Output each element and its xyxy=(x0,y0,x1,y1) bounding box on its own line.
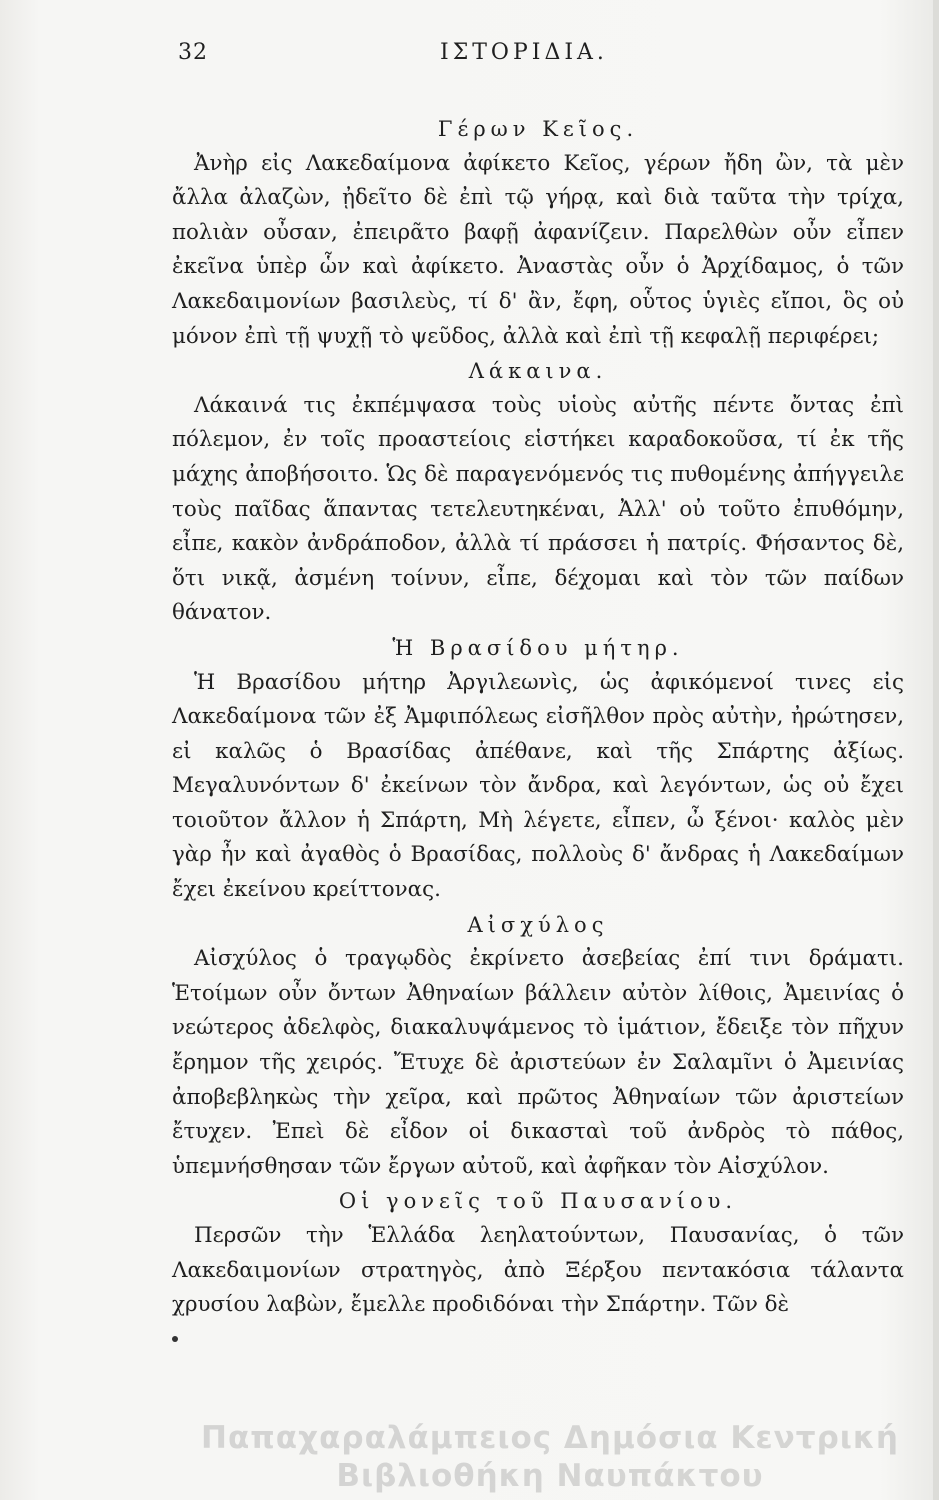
page-edge xyxy=(933,0,939,1500)
paragraph-lakaina: Λάκαινά τις ἐκπέμψασα τοὺς υἱοὺς αὐτῆς πέντε ὄντας ἐπὶ πόλεμον, ἐν τοῖς προαστείοις εἱστήκει καραδοκοῦσα, τί ἐκ τῆς μάχης ἀποβήσοιτο. Ὡς δὲ παραγενόμενός τις πυθομένης ἀπήγγειλε τοὺς παῖδας ἅπαντας τετελευτηκέναι, Ἀλλ' οὐ τοῦτο ἐπυθόμην, εἶπε, κακὸν ἀνδράποδον, ἀλλὰ τί πράσσει ἡ πατρίς. Φήσαντος δὲ, ὅτι νικᾷ, ἀσμένη τοίνυν, εἶπε, δέχομαι καὶ τὸν τῶν παίδων θάνατον. xyxy=(172,392,904,626)
page-header xyxy=(0,40,939,76)
section-title-aischylos: Αἰσχύλος xyxy=(467,912,609,937)
section-title-brasidas-mother: Ἡ Βρασίδου μήτηρ. xyxy=(392,635,684,660)
running-head: ΙΣΤΟΡΙΔΙΑ. xyxy=(440,40,608,65)
body-text xyxy=(172,112,904,1323)
section-title-keios: Γέρων Κεῖος. xyxy=(437,117,639,141)
paragraph-brasidas-mother: Ἡ Βρασίδου μήτηρ Ἀργιλεωνὶς, ὡς ἀφικόμενοί τινες εἰς Λακεδαίμονα τῶν ἐξ Ἀμφιπόλεως εἰσῆλθον πρὸς αὐτὴν, ἠρώτησεν, εἰ καλῶς ὁ Βρασίδας ἀπέθανε, καὶ τῆς Σπάρτης ἀξίως. Μεγαλυνόντων δ' ἐκείνων τὸν ἄνδρα, καὶ λεγόντων, ὡς οὐ ἔχει τοιοῦτον ἄλλον ἡ Σπάρτη, Μὴ λέγετε, εἶπεν, ὦ ξένοι· καλὸς μὲν γὰρ ἦν καὶ ἀγαθὸς ὁ Βρασίδας, πολλοὺς δ' ἄνδρας ἡ Λακεδαίμων ἔχει ἐκείνου κρείττονας. xyxy=(172,669,904,903)
paragraph-pausanias-parents: Περσῶν τὴν Ἑλλάδα λεηλατούντων, Παυσανίας, ὁ τῶν Λακεδαιμονίων στρατηγὸς, ἀπὸ Ξέρξου πεντακόσια τάλαντα χρυσίου λαβὼν, ἔμελλε προδιδόναι τὴν Σπάρτην. Τῶν δὲ xyxy=(172,1223,904,1318)
library-watermark-line-2: Βιβλιοθήκη Ναυπάκτου xyxy=(336,1458,764,1494)
section-title-pausanias-parents: Οἱ γονεῖς τοῦ Παυσανίου. xyxy=(338,1189,738,1214)
section-title-lakaina: Λάκαινα. xyxy=(468,359,608,384)
page-number: 32 xyxy=(178,40,208,65)
paragraph-aischylos: Αἰσχύλος ὁ τραγῳδὸς ἐκρίνετο ἀσεβείας ἐπί τινι δράματι. Ἑτοίμων οὖν ὄντων Ἀθηναίων βάλλειν αὐτὸν λίθοις, Ἀμεινίας ὁ νεώτερος ἀδελφὸς, διακαλυψάμενος τὸ ἱμάτιον, ἔδειξε τὸν πῆχυν ἔρημον τῆς χειρός. Ἔτυχε δὲ ἀριστεύων ἐν Σαλαμῖνι ὁ Ἀμεινίας ἀποβεβληκὼς τὴν χεῖρα, καὶ πρῶτος Ἀθηναίων τῶν ἀριστείων ἔτυχεν. Ἐπεὶ δὲ εἶδον οἱ δικασταὶ τοῦ ἀνδρὸς τὸ πάθος, ὑπεμνήσθησαν τῶν ἔργων αὐτοῦ, καὶ ἀφῆκαν τὸν Αἰσχύλον. xyxy=(172,946,904,1179)
ink-speck xyxy=(172,1336,178,1342)
paragraph-keios: Ἀνὴρ εἰς Λακεδαίμονα ἀφίκετο Κεῖος, γέρων ἤδη ὢν, τὰ μὲν ἄλλα ἀλαζὼν, ᾐδεῖτο δὲ ἐπὶ τῷ γήρᾳ, καὶ διὰ ταῦτα τὴν τρίχα, πολιὰν οὖσαν, ἐπειρᾶτο βαφῇ ἀφανίζειν. Παρελθὼν οὖν εἶπεν ἐκεῖνα ὑπὲρ ὧν καὶ ἀφίκετο. Ἀναστὰς οὖν ὁ Ἀρχίδαμος, ὁ τῶν Λακεδαιμονίων βασιλεὺς, τί δ' ἂν, ἔφη, οὗτος ὑγιὲς εἴποι, ὃς οὐ μόνον ἐπὶ τῇ ψυχῇ τὸ ψεῦδος, ἀλλὰ καὶ ἐπὶ τῇ κεφαλῇ περιφέρει; xyxy=(172,150,904,349)
library-watermark-line-1: Παπαχαραλάμπειος Δημόσια Κεντρική xyxy=(201,1420,899,1456)
